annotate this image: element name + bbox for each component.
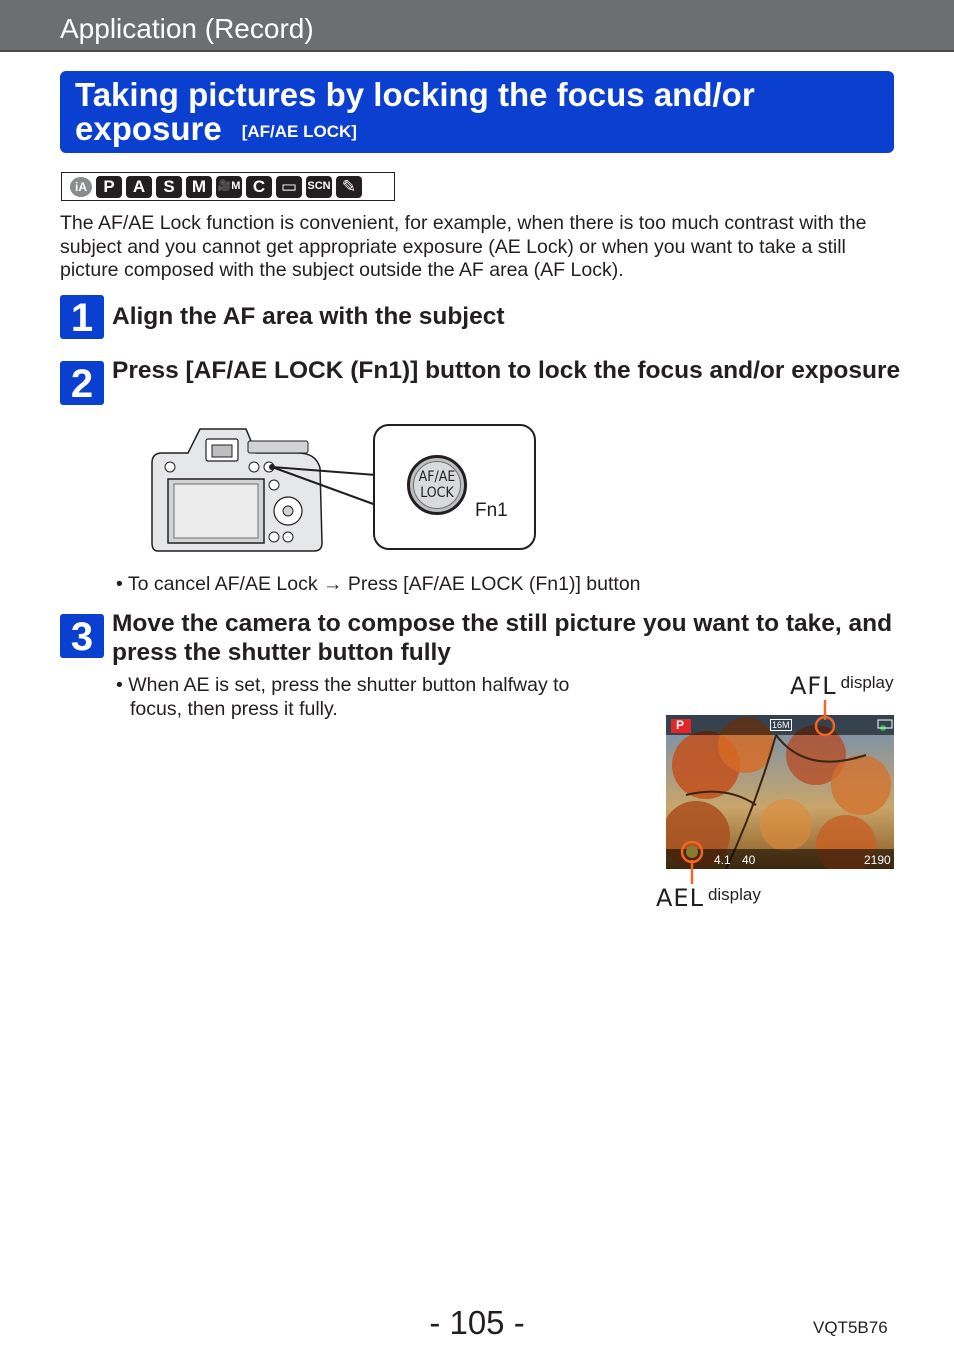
step-3-number: 3 <box>60 614 104 658</box>
screen-mode: P <box>676 718 685 732</box>
mode-scn-icon: SCN <box>306 176 332 198</box>
step-3-note-line1: • When AE is set, press the shutter button halfway to <box>116 674 570 696</box>
afl-text: AFL <box>790 672 837 700</box>
step-2-number: 2 <box>60 361 104 405</box>
mode-panorama-icon: ▭ <box>276 176 302 198</box>
af-ae-lock-button-face <box>413 461 461 509</box>
document-code: VQT5B76 <box>813 1318 888 1337</box>
mode-movie-m-icon: 🎥M <box>216 176 242 198</box>
screen-picture-size: 16M <box>772 720 790 730</box>
mode-ia-icon: iA <box>70 177 92 197</box>
function-tag: [AF/AE LOCK] <box>241 122 357 141</box>
mode-s-icon: S <box>156 176 182 198</box>
mode-icons <box>61 172 395 201</box>
step-3-note-line2: focus, then press it fully. <box>130 698 338 720</box>
page-title-line1: Taking pictures by locking the focus and/or <box>75 76 755 113</box>
mode-c-icon: C <box>246 176 272 198</box>
step-2-title: Press [AF/AE LOCK (Fn1)] button to lock the focus and/or exposure <box>112 357 901 384</box>
ael-display-word: display <box>707 885 761 904</box>
mode-m-icon: M <box>186 176 212 198</box>
page-title-box <box>60 71 894 153</box>
step-1-title: Align the AF area with the subject <box>112 303 505 330</box>
mode-p-icon: P <box>96 176 122 198</box>
screen-shots: 2190 <box>864 853 891 867</box>
section-title: Application (Record) <box>60 13 314 44</box>
mode-a-icon: A <box>126 176 152 198</box>
af-ae-lock-button-icon <box>407 455 467 515</box>
step-3-title: Move the camera to compose the still picture you want to take, and press the shutter button fully <box>112 610 893 666</box>
intro-text: The AF/AE Lock function is convenient, for example, when there is too much contrast with the subject and you cannot get appropriate exposure (AE Lock) or when you want to take a still picture composed with the subject outside the AF area (AF Lock). <box>60 212 867 281</box>
step-3-note <box>116 673 569 721</box>
ael-display-label <box>656 884 761 912</box>
button-label-line2: LOCK <box>420 485 454 501</box>
screen-shutter: 40 <box>742 853 756 867</box>
button-label-line1: AF/AE <box>418 469 456 485</box>
page-number: - 105 - <box>429 1304 525 1341</box>
afl-display-word: display <box>840 673 894 692</box>
page-title-word: exposure <box>75 110 222 147</box>
ael-text: AEL <box>656 884 704 912</box>
fn1-label: Fn1 <box>475 500 508 521</box>
header-bar <box>0 0 954 52</box>
screen-aperture: 4.1 <box>714 853 731 867</box>
afl-display-label <box>790 672 894 700</box>
mode-creative-icon: ✎ <box>336 176 362 198</box>
step-2-note: • To cancel AF/AE Lock → Press [AF/AE LOCK (Fn1)] button <box>116 573 641 595</box>
page-title-line2 <box>75 110 894 148</box>
step-1-number: 1 <box>60 295 104 339</box>
display-leader-lines <box>680 700 840 900</box>
